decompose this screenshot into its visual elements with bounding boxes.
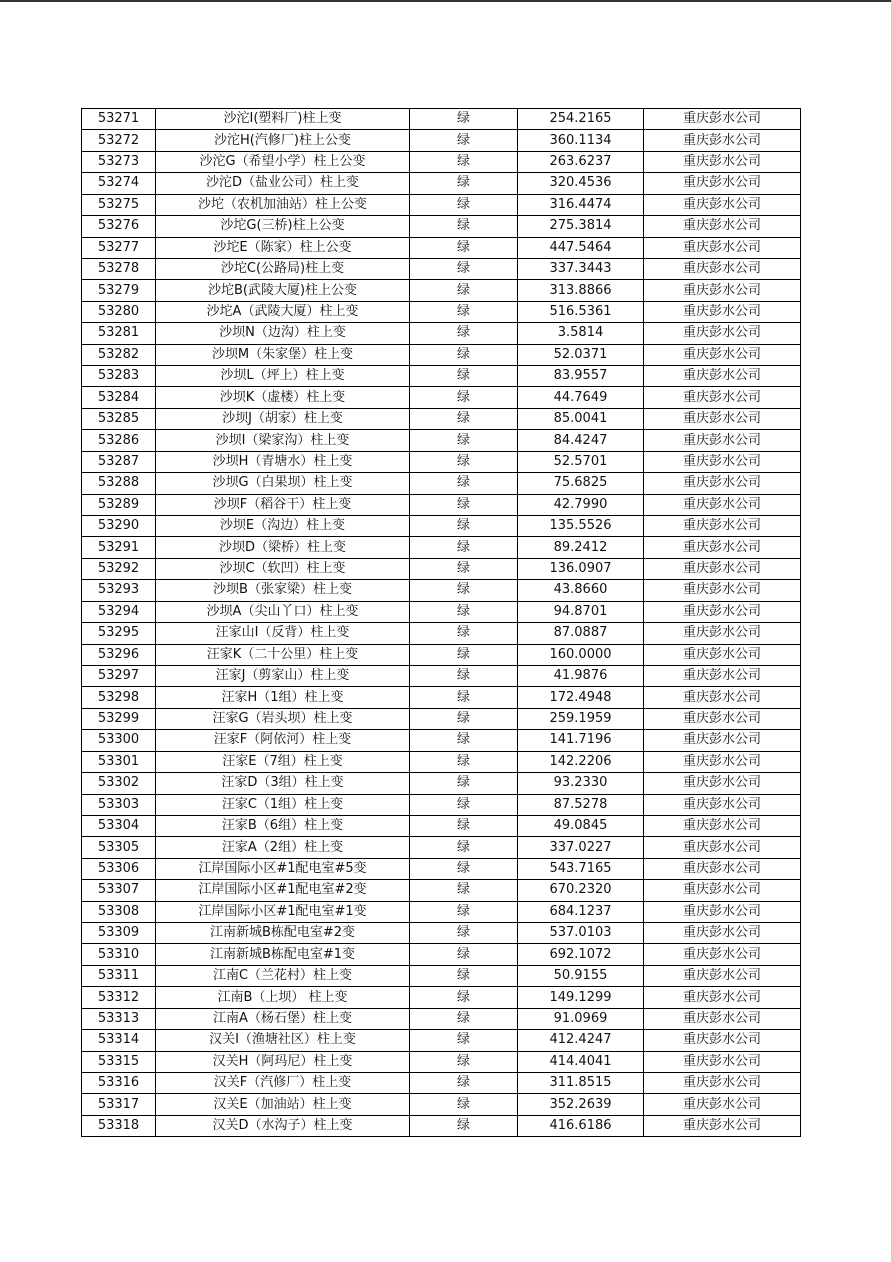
cell-company: 重庆彭水公司: [644, 387, 801, 408]
cell-type: 绿: [410, 558, 518, 579]
cell-value: 136.0907: [518, 558, 644, 579]
cell-company: 重庆彭水公司: [644, 837, 801, 858]
cell-name: 沙坝N（边沟）柱上变: [156, 323, 410, 344]
cell-value: 254.2165: [518, 109, 644, 130]
cell-type: 绿: [410, 965, 518, 986]
cell-name: 沙坝A（尖山丫口）柱上变: [156, 601, 410, 622]
table-row: [82, 1072, 801, 1093]
cell-name: 沙坨B(武陵大厦)柱上公变: [156, 280, 410, 301]
cell-value: 135.5526: [518, 516, 644, 537]
cell-type: 绿: [410, 1072, 518, 1093]
cell-value: 142.2206: [518, 751, 644, 772]
cell-id: 53289: [82, 494, 156, 515]
table-row: [82, 773, 801, 794]
cell-value: 172.4948: [518, 687, 644, 708]
cell-name: 江南C（兰花村）柱上变: [156, 965, 410, 986]
cell-id: 53288: [82, 473, 156, 494]
cell-name: 沙坝B（张家梁）柱上变: [156, 580, 410, 601]
cell-company: 重庆彭水公司: [644, 858, 801, 879]
cell-name: 江南新城B栋配电室#1变: [156, 944, 410, 965]
cell-value: 87.5278: [518, 794, 644, 815]
cell-id: 53278: [82, 258, 156, 279]
cell-company: 重庆彭水公司: [644, 151, 801, 172]
table-row: [82, 623, 801, 644]
table-row: [82, 366, 801, 387]
cell-company: 重庆彭水公司: [644, 451, 801, 472]
cell-value: 416.6186: [518, 1115, 644, 1136]
table-row: [82, 387, 801, 408]
cell-company: 重庆彭水公司: [644, 901, 801, 922]
cell-company: 重庆彭水公司: [644, 258, 801, 279]
cell-name: 江岸国际小区#1配电室#1变: [156, 901, 410, 922]
cell-company: 重庆彭水公司: [644, 494, 801, 515]
table-row: [82, 1115, 801, 1136]
cell-value: 447.5464: [518, 237, 644, 258]
cell-company: 重庆彭水公司: [644, 923, 801, 944]
cell-value: 275.3814: [518, 216, 644, 237]
cell-value: 41.9876: [518, 665, 644, 686]
cell-id: 53296: [82, 644, 156, 665]
cell-company: 重庆彭水公司: [644, 109, 801, 130]
cell-id: 53301: [82, 751, 156, 772]
cell-id: 53276: [82, 216, 156, 237]
table-row: [82, 408, 801, 429]
page-top-border: [0, 0, 892, 2]
cell-name: 沙沱G（希望小学）柱上公变: [156, 151, 410, 172]
cell-company: 重庆彭水公司: [644, 216, 801, 237]
cell-id: 53279: [82, 280, 156, 301]
table-row: [82, 644, 801, 665]
cell-name: 汉关H（阿玛尼）柱上变: [156, 1051, 410, 1072]
cell-id: 53275: [82, 194, 156, 215]
cell-value: 360.1134: [518, 130, 644, 151]
cell-company: 重庆彭水公司: [644, 280, 801, 301]
table-body: [82, 109, 801, 1137]
table-row: [82, 580, 801, 601]
table-row: [82, 237, 801, 258]
cell-value: 263.6237: [518, 151, 644, 172]
cell-company: 重庆彭水公司: [644, 301, 801, 322]
cell-type: 绿: [410, 815, 518, 836]
cell-id: 53273: [82, 151, 156, 172]
cell-name: 沙坝J（胡家）柱上变: [156, 408, 410, 429]
cell-type: 绿: [410, 344, 518, 365]
cell-value: 94.8701: [518, 601, 644, 622]
cell-type: 绿: [410, 601, 518, 622]
cell-id: 53309: [82, 923, 156, 944]
table-row: [82, 430, 801, 451]
cell-value: 692.1072: [518, 944, 644, 965]
cell-name: 汪家J（剪家山）柱上变: [156, 665, 410, 686]
cell-value: 316.4474: [518, 194, 644, 215]
table-row: [82, 537, 801, 558]
cell-company: 重庆彭水公司: [644, 644, 801, 665]
cell-name: 汪家F（阿依河）柱上变: [156, 730, 410, 751]
cell-company: 重庆彭水公司: [644, 473, 801, 494]
cell-id: 53283: [82, 366, 156, 387]
cell-name: 沙坝C（软凹）柱上变: [156, 558, 410, 579]
cell-type: 绿: [410, 109, 518, 130]
cell-value: 149.1299: [518, 987, 644, 1008]
cell-type: 绿: [410, 580, 518, 601]
cell-id: 53304: [82, 815, 156, 836]
table-row: [82, 301, 801, 322]
cell-company: 重庆彭水公司: [644, 687, 801, 708]
table-row: [82, 323, 801, 344]
cell-value: 49.0845: [518, 815, 644, 836]
cell-id: 53315: [82, 1051, 156, 1072]
cell-id: 53305: [82, 837, 156, 858]
cell-type: 绿: [410, 794, 518, 815]
cell-name: 汉关E（加油站）柱上变: [156, 1094, 410, 1115]
cell-name: 汪家C（1组）柱上变: [156, 794, 410, 815]
table-row: [82, 858, 801, 879]
cell-id: 53318: [82, 1115, 156, 1136]
cell-type: 绿: [410, 730, 518, 751]
table-row: [82, 216, 801, 237]
cell-company: 重庆彭水公司: [644, 516, 801, 537]
cell-id: 53284: [82, 387, 156, 408]
table-row: [82, 665, 801, 686]
cell-id: 53307: [82, 880, 156, 901]
cell-type: 绿: [410, 923, 518, 944]
cell-id: 53314: [82, 1030, 156, 1051]
cell-id: 53271: [82, 109, 156, 130]
table-row: [82, 109, 801, 130]
cell-type: 绿: [410, 130, 518, 151]
cell-value: 44.7649: [518, 387, 644, 408]
cell-name: 沙坝L（坪上）柱上变: [156, 366, 410, 387]
table-row: [82, 1051, 801, 1072]
cell-id: 53303: [82, 794, 156, 815]
cell-value: 93.2330: [518, 773, 644, 794]
cell-value: 84.4247: [518, 430, 644, 451]
cell-company: 重庆彭水公司: [644, 965, 801, 986]
cell-id: 53299: [82, 708, 156, 729]
cell-id: 53291: [82, 537, 156, 558]
cell-value: 52.5701: [518, 451, 644, 472]
table-row: [82, 751, 801, 772]
cell-company: 重庆彭水公司: [644, 558, 801, 579]
table-row: [82, 880, 801, 901]
cell-value: 85.0041: [518, 408, 644, 429]
cell-value: 3.5814: [518, 323, 644, 344]
cell-name: 沙坝F（稻谷干）柱上变: [156, 494, 410, 515]
cell-company: 重庆彭水公司: [644, 580, 801, 601]
table-row: [82, 130, 801, 151]
cell-name: 江南新城B栋配电室#2变: [156, 923, 410, 944]
table-row: [82, 473, 801, 494]
cell-company: 重庆彭水公司: [644, 1008, 801, 1029]
cell-id: 53308: [82, 901, 156, 922]
cell-name: 汉关I（渔塘社区）柱上变: [156, 1030, 410, 1051]
cell-name: 沙坨E（陈家）柱上公变: [156, 237, 410, 258]
table-row: [82, 280, 801, 301]
cell-type: 绿: [410, 473, 518, 494]
cell-value: 91.0969: [518, 1008, 644, 1029]
cell-name: 汪家B（6组）柱上变: [156, 815, 410, 836]
cell-company: 重庆彭水公司: [644, 773, 801, 794]
cell-value: 42.7990: [518, 494, 644, 515]
cell-value: 543.7165: [518, 858, 644, 879]
cell-company: 重庆彭水公司: [644, 730, 801, 751]
cell-id: 53280: [82, 301, 156, 322]
cell-id: 53292: [82, 558, 156, 579]
table-row: [82, 794, 801, 815]
cell-name: 汉关F（汽修厂）柱上变: [156, 1072, 410, 1093]
cell-name: 沙坝D（梁桥）柱上变: [156, 537, 410, 558]
cell-name: 江南A（杨石堡）柱上变: [156, 1008, 410, 1029]
cell-id: 53302: [82, 773, 156, 794]
cell-value: 83.9557: [518, 366, 644, 387]
cell-value: 414.4041: [518, 1051, 644, 1072]
table-row: [82, 901, 801, 922]
table-row: [82, 494, 801, 515]
cell-type: 绿: [410, 173, 518, 194]
cell-name: 沙坝H（青塘水）柱上变: [156, 451, 410, 472]
cell-id: 53297: [82, 665, 156, 686]
cell-value: 259.1959: [518, 708, 644, 729]
table-row: [82, 815, 801, 836]
cell-name: 沙坨G(三桥)柱上公变: [156, 216, 410, 237]
cell-type: 绿: [410, 280, 518, 301]
cell-value: 670.2320: [518, 880, 644, 901]
cell-type: 绿: [410, 1030, 518, 1051]
cell-value: 337.0227: [518, 837, 644, 858]
cell-company: 重庆彭水公司: [644, 130, 801, 151]
cell-type: 绿: [410, 1051, 518, 1072]
table-row: [82, 558, 801, 579]
cell-company: 重庆彭水公司: [644, 601, 801, 622]
cell-company: 重庆彭水公司: [644, 408, 801, 429]
cell-company: 重庆彭水公司: [644, 1030, 801, 1051]
cell-type: 绿: [410, 323, 518, 344]
cell-name: 沙坝G（白果坝）柱上变: [156, 473, 410, 494]
table-row: [82, 151, 801, 172]
cell-type: 绿: [410, 901, 518, 922]
table-row: [82, 923, 801, 944]
table-row: [82, 987, 801, 1008]
cell-value: 43.8660: [518, 580, 644, 601]
cell-name: 沙坝I（梁家沟）柱上变: [156, 430, 410, 451]
cell-type: 绿: [410, 430, 518, 451]
cell-company: 重庆彭水公司: [644, 366, 801, 387]
cell-value: 50.9155: [518, 965, 644, 986]
cell-type: 绿: [410, 644, 518, 665]
cell-name: 汪家山I（反背）柱上变: [156, 623, 410, 644]
cell-type: 绿: [410, 837, 518, 858]
cell-name: 汪家D（3组）柱上变: [156, 773, 410, 794]
table-row: [82, 601, 801, 622]
cell-company: 重庆彭水公司: [644, 815, 801, 836]
data-table: [81, 108, 801, 1137]
cell-name: 沙沱I(塑料厂)柱上变: [156, 109, 410, 130]
cell-type: 绿: [410, 494, 518, 515]
cell-type: 绿: [410, 858, 518, 879]
cell-id: 53313: [82, 1008, 156, 1029]
cell-id: 53281: [82, 323, 156, 344]
cell-company: 重庆彭水公司: [644, 944, 801, 965]
cell-value: 352.2639: [518, 1094, 644, 1115]
cell-id: 53312: [82, 987, 156, 1008]
cell-company: 重庆彭水公司: [644, 708, 801, 729]
table-row: [82, 173, 801, 194]
cell-company: 重庆彭水公司: [644, 751, 801, 772]
cell-type: 绿: [410, 301, 518, 322]
cell-value: 75.6825: [518, 473, 644, 494]
cell-type: 绿: [410, 944, 518, 965]
cell-name: 江岸国际小区#1配电室#2变: [156, 880, 410, 901]
cell-type: 绿: [410, 451, 518, 472]
cell-name: 沙沱H(汽修厂)柱上公变: [156, 130, 410, 151]
cell-id: 53300: [82, 730, 156, 751]
cell-company: 重庆彭水公司: [644, 623, 801, 644]
cell-id: 53272: [82, 130, 156, 151]
table-row: [82, 1008, 801, 1029]
cell-id: 53306: [82, 858, 156, 879]
cell-company: 重庆彭水公司: [644, 430, 801, 451]
cell-name: 江岸国际小区#1配电室#5变: [156, 858, 410, 879]
cell-type: 绿: [410, 687, 518, 708]
cell-type: 绿: [410, 366, 518, 387]
cell-type: 绿: [410, 987, 518, 1008]
table-row: [82, 451, 801, 472]
cell-company: 重庆彭水公司: [644, 1115, 801, 1136]
cell-company: 重庆彭水公司: [644, 1051, 801, 1072]
cell-type: 绿: [410, 537, 518, 558]
cell-name: 沙坨（农机加油站）柱上公变: [156, 194, 410, 215]
cell-value: 412.4247: [518, 1030, 644, 1051]
cell-type: 绿: [410, 773, 518, 794]
cell-id: 53274: [82, 173, 156, 194]
cell-id: 53286: [82, 430, 156, 451]
cell-id: 53287: [82, 451, 156, 472]
cell-id: 53294: [82, 601, 156, 622]
cell-value: 537.0103: [518, 923, 644, 944]
cell-type: 绿: [410, 1115, 518, 1136]
cell-company: 重庆彭水公司: [644, 987, 801, 1008]
cell-type: 绿: [410, 751, 518, 772]
cell-id: 53311: [82, 965, 156, 986]
cell-name: 汪家A（2组）柱上变: [156, 837, 410, 858]
table-row: [82, 708, 801, 729]
cell-value: 311.8515: [518, 1072, 644, 1093]
cell-id: 53293: [82, 580, 156, 601]
cell-company: 重庆彭水公司: [644, 537, 801, 558]
cell-name: 汪家G（岩头坝）柱上变: [156, 708, 410, 729]
cell-type: 绿: [410, 1094, 518, 1115]
cell-company: 重庆彭水公司: [644, 665, 801, 686]
table-row: [82, 965, 801, 986]
cell-value: 52.0371: [518, 344, 644, 365]
cell-type: 绿: [410, 623, 518, 644]
cell-name: 汉关D（水沟子）柱上变: [156, 1115, 410, 1136]
cell-company: 重庆彭水公司: [644, 194, 801, 215]
cell-id: 53295: [82, 623, 156, 644]
cell-name: 沙坨C(公路局)柱上变: [156, 258, 410, 279]
cell-value: 160.0000: [518, 644, 644, 665]
cell-type: 绿: [410, 151, 518, 172]
cell-id: 53310: [82, 944, 156, 965]
cell-company: 重庆彭水公司: [644, 794, 801, 815]
cell-name: 沙坨A（武陵大厦）柱上变: [156, 301, 410, 322]
cell-id: 53290: [82, 516, 156, 537]
cell-name: 汪家H（1组）柱上变: [156, 687, 410, 708]
cell-id: 53317: [82, 1094, 156, 1115]
cell-type: 绿: [410, 408, 518, 429]
table-row: [82, 516, 801, 537]
cell-company: 重庆彭水公司: [644, 880, 801, 901]
cell-id: 53277: [82, 237, 156, 258]
cell-company: 重庆彭水公司: [644, 1072, 801, 1093]
cell-name: 沙坝E（沟边）柱上变: [156, 516, 410, 537]
cell-name: 汪家E（7组）柱上变: [156, 751, 410, 772]
cell-type: 绿: [410, 194, 518, 215]
cell-type: 绿: [410, 216, 518, 237]
cell-company: 重庆彭水公司: [644, 344, 801, 365]
cell-company: 重庆彭水公司: [644, 1094, 801, 1115]
cell-type: 绿: [410, 708, 518, 729]
cell-type: 绿: [410, 387, 518, 408]
cell-company: 重庆彭水公司: [644, 173, 801, 194]
cell-type: 绿: [410, 258, 518, 279]
table-row: [82, 194, 801, 215]
table-row: [82, 837, 801, 858]
cell-id: 53316: [82, 1072, 156, 1093]
cell-id: 53298: [82, 687, 156, 708]
cell-value: 337.3443: [518, 258, 644, 279]
cell-name: 沙沱D（盐业公司）柱上变: [156, 173, 410, 194]
cell-value: 684.1237: [518, 901, 644, 922]
table-row: [82, 687, 801, 708]
cell-value: 141.7196: [518, 730, 644, 751]
cell-name: 汪家K（二十公里）柱上变: [156, 644, 410, 665]
cell-type: 绿: [410, 880, 518, 901]
cell-name: 沙坝K（虚楼）柱上变: [156, 387, 410, 408]
cell-company: 重庆彭水公司: [644, 323, 801, 344]
cell-type: 绿: [410, 237, 518, 258]
cell-value: 87.0887: [518, 623, 644, 644]
table-row: [82, 944, 801, 965]
cell-id: 53285: [82, 408, 156, 429]
cell-value: 320.4536: [518, 173, 644, 194]
table-row: [82, 258, 801, 279]
table-row: [82, 1030, 801, 1051]
table-row: [82, 730, 801, 751]
cell-value: 89.2412: [518, 537, 644, 558]
cell-name: 江南B（上坝） 柱上变: [156, 987, 410, 1008]
cell-value: 516.5361: [518, 301, 644, 322]
table-row: [82, 344, 801, 365]
cell-name: 沙坝M（朱家堡）柱上变: [156, 344, 410, 365]
cell-company: 重庆彭水公司: [644, 237, 801, 258]
cell-type: 绿: [410, 1008, 518, 1029]
cell-type: 绿: [410, 665, 518, 686]
table-row: [82, 1094, 801, 1115]
cell-id: 53282: [82, 344, 156, 365]
cell-type: 绿: [410, 516, 518, 537]
cell-value: 313.8866: [518, 280, 644, 301]
